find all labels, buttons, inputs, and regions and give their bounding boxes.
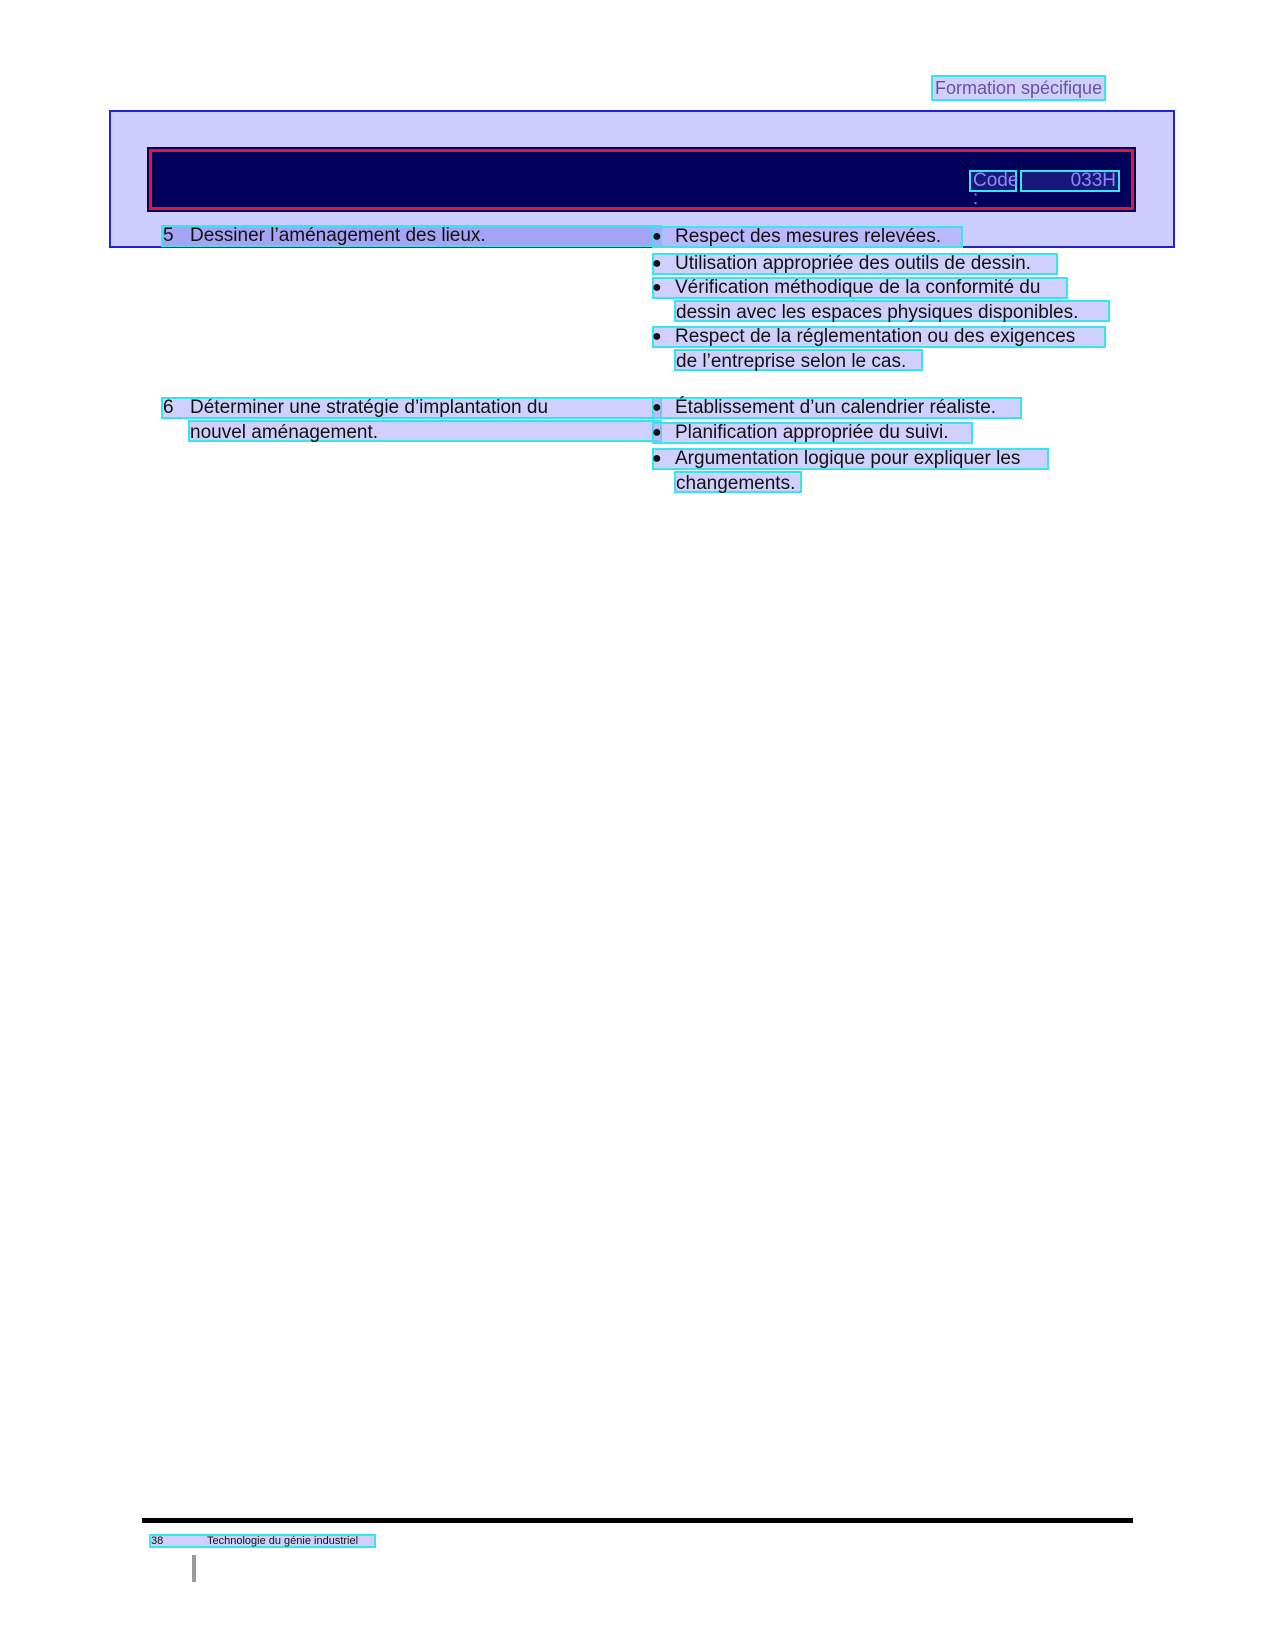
bullet-icon: ●: [652, 399, 662, 416]
program-name: Technologie du génie industriel: [207, 1535, 359, 1547]
margin-mark: [192, 1555, 196, 1582]
bullet-icon: ●: [652, 228, 662, 245]
criterion-item: [652, 422, 973, 444]
criterion-text: Respect des mesures relevées.: [675, 226, 942, 247]
criterion-item: [652, 277, 1068, 299]
element-row-5: [161, 225, 662, 247]
criterion-item: [652, 226, 963, 248]
bullet-icon: ●: [652, 424, 662, 441]
criterion-item: [652, 253, 1058, 275]
criterion-item: [652, 448, 1049, 470]
bullet-icon: ●: [652, 279, 662, 296]
element-text-continuation: nouvel aménagement.: [188, 420, 662, 442]
element-number: 5: [163, 225, 174, 246]
criterion-text: Établissement d’un calendrier réaliste.: [675, 397, 997, 418]
criterion-continuation: de l’entreprise selon le cas.: [674, 349, 923, 371]
criterion-text: Utilisation appropriée des outils de dessin.: [675, 253, 1031, 274]
element-text: Déterminer une stratégie d’implantation du: [190, 397, 549, 418]
element-number: 6: [163, 397, 174, 418]
criterion-item: [652, 397, 1022, 419]
bullet-icon: ●: [652, 450, 662, 467]
criterion-text: Planification appropriée du suivi.: [675, 422, 949, 443]
code-label: Code :: [969, 170, 1017, 192]
bullet-icon: ●: [652, 328, 662, 345]
element-text: Dessiner l’aménagement des lieux.: [190, 225, 486, 246]
code-value: 033H: [1020, 170, 1120, 192]
section-label: Formation spécifique: [931, 75, 1106, 101]
element-row-6: [161, 397, 662, 419]
bullet-icon: ●: [652, 255, 662, 272]
criterion-continuation: changements.: [674, 471, 802, 493]
page-number: 38: [151, 1535, 164, 1547]
criterion-item: [652, 326, 1106, 348]
criterion-text: Argumentation logique pour expliquer les: [675, 448, 1021, 469]
criterion-text: Vérification méthodique de la conformité du: [675, 277, 1041, 298]
footer-rule: [142, 1518, 1133, 1523]
criterion-continuation: dessin avec les espaces physiques disponibles.: [674, 300, 1110, 322]
footer-line: [149, 1534, 376, 1548]
criterion-text: Respect de la réglementation ou des exigences: [675, 326, 1076, 347]
